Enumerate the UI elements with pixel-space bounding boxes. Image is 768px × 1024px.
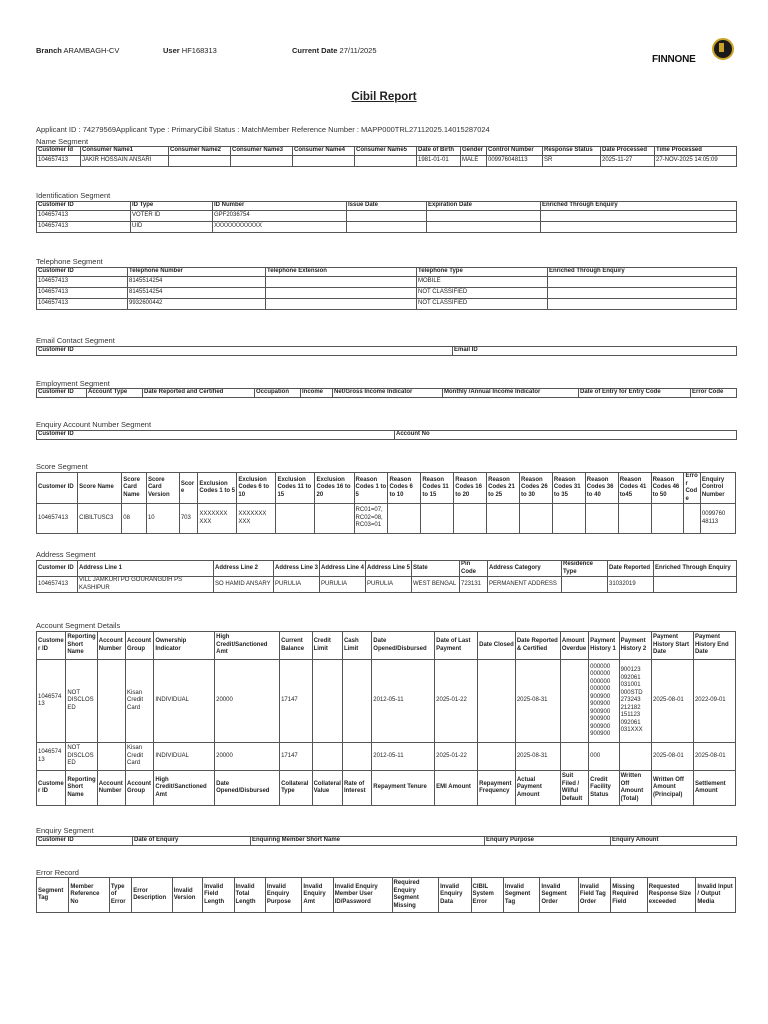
column-header: Exclusion Codes 1 to 5 [198,473,237,504]
table-cell: 17147 [280,660,312,743]
column-header: Settlement Amount [693,771,735,806]
table-cell: 2025-08-31 [515,660,560,743]
table-cell: 2025-11-27 [601,155,655,166]
column-header: Time Processed [655,147,737,156]
table-row [37,504,736,534]
table-header-row [37,473,736,504]
table-cell: 2025-01-22 [435,743,478,771]
column-header: Segment Tag [37,878,69,913]
table-header-row [37,268,737,277]
column-header: Invalid Version [172,878,202,913]
column-header: Reason Codes 21 to 25 [487,473,520,504]
table-cell [552,504,585,534]
table-cell: 104657413 [37,287,128,298]
column-header: Payment History Start Date [652,632,694,660]
table-cell: 2012-05-11 [372,660,435,743]
column-header: Date of Birth [417,147,461,156]
column-header: Error Code [691,389,737,398]
table-cell: 2025-08-01 [693,743,735,771]
telephone-segment-table [36,267,737,310]
column-header: Score [179,473,198,504]
table-cell [266,287,417,298]
table-cell: GPF2036754 [213,210,347,221]
table-cell: 0099760 48113 [700,504,735,534]
table-cell [548,276,737,287]
table-cell: 104657413 [37,577,78,593]
column-header: High Credit/Sanctioned Amt [215,632,280,660]
column-header: Current Balance [280,632,312,660]
table-header-row [37,389,737,398]
table-cell: 20000 [215,743,280,771]
column-header: ID Number [213,202,347,211]
section-title-address: Address Segment [36,550,96,559]
table-cell: 9932600442 [128,298,266,309]
table-row [37,660,736,743]
section-title-name: Name Segment [36,137,89,146]
table-cell [276,504,315,534]
table-cell: 104657413 [37,276,128,287]
table-cell [541,210,737,221]
column-header: Customer ID [37,268,128,277]
table-cell: NOT DISCLOSED [66,660,97,743]
section-title-error-record: Error Record [36,868,79,877]
column-header: Reason Codes 1 to 5 [354,473,388,504]
table-cell [293,155,355,166]
section-title-identification: Identification Segment [36,191,111,200]
column-header: Reason Codes 16 to 20 [454,473,487,504]
column-header: Error Description [132,878,173,913]
table-cell: 2025-08-01 [652,743,694,771]
column-header: Customer Id [37,147,81,156]
table-header-row [37,771,736,806]
column-header: Ownership Indicator [154,632,215,660]
table-cell [541,221,737,232]
column-header: Reason Codes 36 to 40 [585,473,618,504]
column-header: Date of Enquiry [133,837,251,846]
table-cell: 104657413 [37,743,66,771]
table-cell: WEST BENGAL [412,577,460,593]
table-cell: 000000 000000 000000 000000 900900 900900 900900 900900 900900 900900 [589,660,619,743]
table-header-row [37,837,737,846]
column-header: Residence Type [562,561,608,577]
column-header: Customer ID [37,347,453,356]
table-cell: NOT CLASSIFIED [417,298,548,309]
table-row [37,298,737,309]
column-header: Payment History End Date [693,632,735,660]
name-segment-table [36,146,737,167]
table-cell: XXXXXXX XXX [198,504,237,534]
table-row [37,743,736,771]
column-header: Customer ID [37,632,66,660]
column-header: Pin Code [460,561,488,577]
table-cell: 31032019 [608,577,654,593]
table-cell [684,504,700,534]
branch-value: ARAMBAGH-CV [63,46,120,55]
column-header: Actual Payment Amount [515,771,560,806]
email-segment-table [36,346,737,356]
table-cell: 2012-05-11 [372,743,435,771]
column-header: Enquiry Amount [611,837,737,846]
table-cell [266,276,417,287]
column-header: Customer ID [37,771,66,806]
column-header: Income [301,389,333,398]
column-header: Telephone Number [128,268,266,277]
table-cell [97,743,125,771]
column-header: Date Closed [478,632,516,660]
column-header: Invalid Field Tag Order [578,878,610,913]
column-header: Invalid Enquiry Member User ID/Password [333,878,392,913]
table-cell: INDIVIDUAL [154,660,215,743]
column-header: Score Card Version [146,473,179,504]
table-cell [355,155,417,166]
column-header: Account Group [126,632,154,660]
table-cell [97,660,125,743]
table-cell [427,221,541,232]
table-cell: UID [131,221,213,232]
table-cell [347,221,427,232]
column-header: Suit Filed / Wilful Default [560,771,588,806]
table-cell [618,504,651,534]
table-cell [619,743,651,771]
table-cell: 104657413 [37,504,78,534]
table-cell: SO HAMID ANSARY [214,577,274,593]
section-title-account: Account Segment Details [36,621,121,630]
column-header: Expiration Date [427,202,541,211]
table-row [37,577,737,593]
account-segment-table [36,631,736,806]
table-cell: 723131 [460,577,488,593]
table-row [37,221,737,232]
logo-text: FINNONE [652,54,696,65]
column-header: Customer ID [37,431,395,440]
table-header-row [37,878,736,913]
column-header: Invalid Segment Tag [503,878,539,913]
column-header: Reporting Short Name [66,632,97,660]
table-cell: VOTER ID [131,210,213,221]
table-cell: 2025-08-31 [515,743,560,771]
enquiry-segment-table [36,836,737,846]
column-header: Address Line 3 [274,561,320,577]
section-title-email: Email Contact Segment [36,336,115,345]
column-header: Invalid Enquiry Data [439,878,471,913]
table-header-row [37,632,736,660]
column-header: Date of Entry for Entry Code [579,389,691,398]
column-header: Reason Codes 6 to 10 [388,473,421,504]
logo-seal-icon [712,38,734,60]
column-header: State [412,561,460,577]
table-cell [548,287,737,298]
column-header: Date Opened/Disbursed [215,771,280,806]
table-cell: VILL JAMKURI PO GOURANGDIH PS KASHIPUR [78,577,214,593]
table-cell [347,210,427,221]
column-header: Exclusion Codes 11 to 15 [276,473,315,504]
table-cell [651,504,684,534]
table-header-row [37,561,737,577]
column-header: Rate of Interest [342,771,371,806]
column-header: Payment History 1 [589,632,619,660]
table-header-row [37,147,737,156]
column-header: Customer ID [37,561,78,577]
column-header: Requested Response Size exceeded [647,878,696,913]
table-cell: 900123 092061 031001 000STD 273243 212182 151123 092061 031XXX [619,660,651,743]
column-header: Customer ID [37,389,87,398]
column-header: Invalid Enquiry Amt [302,878,333,913]
column-header: Date Reported and Certified [143,389,255,398]
column-header: Address Line 4 [320,561,366,577]
column-header: Reason Codes 41 to45 [618,473,651,504]
user-label: User [163,46,180,55]
table-cell: 10 [146,504,179,534]
column-header: Date Opened/Disbursed [372,632,435,660]
column-header: Invalid Total Length [234,878,265,913]
column-header: Enquiry Control Number [700,473,735,504]
column-header: Amount Overdue [560,632,588,660]
column-header: Enriched Through Enquiry [548,268,737,277]
column-header: Consumer Name2 [169,147,231,156]
column-header: Monthly /Annual Income Indicator [443,389,579,398]
identification-segment-table [36,201,737,233]
column-header: Reason Codes 46 to 50 [651,473,684,504]
score-segment-table [36,472,736,534]
table-cell [560,660,588,743]
table-cell: PURULIA [320,577,366,593]
table-cell: MOBILE [417,276,548,287]
table-cell [560,743,588,771]
branch-label: Branch [36,46,62,55]
column-header: Collateral Type [280,771,312,806]
table-cell: 27-NOV-2025 14:05:09 [655,155,737,166]
column-header: Missing Required Field [611,878,647,913]
table-cell: NOT CLASSIFIED [417,287,548,298]
table-cell [266,298,417,309]
column-header: ID Type [131,202,213,211]
section-title-telephone: Telephone Segment [36,257,103,266]
table-cell: Kisan Credit Card [126,660,154,743]
table-cell: JAKIR HOSSAIN ANSARI [81,155,169,166]
branch-info [36,46,119,55]
section-title-employment: Employment Segment [36,379,110,388]
applicant-line: Applicant ID : 74279569Applicant Type : PrimaryCibil Status : MatchMember Reference Number : MAPP000TRL27112025.14015287024 [36,125,490,134]
table-cell: PERMANENT ADDRESS [488,577,562,593]
column-header: Type of Error [109,878,131,913]
table-cell: 104657413 [37,298,128,309]
section-title-score: Score Segment [36,462,88,471]
current-date-info [292,46,377,55]
table-cell [231,155,293,166]
current-date-label: Current Date [292,46,338,55]
column-header: Repayment Frequency [478,771,516,806]
column-header: Date Reported [608,561,654,577]
column-header: Date Reported & Certified [515,632,560,660]
column-header: Repayment Tenure [372,771,435,806]
table-cell [487,504,520,534]
table-cell: PURULIA [366,577,412,593]
column-header: Issue Date [347,202,427,211]
table-cell: 08 [122,504,147,534]
column-header: Invalid Enquiry Purpose [265,878,301,913]
table-cell [312,660,342,743]
table-header-row [37,431,737,440]
table-cell: XXXXXXX XXX [237,504,276,534]
table-cell [585,504,618,534]
column-header: Date Processed [601,147,655,156]
current-date-value: 27/11/2025 [339,46,377,55]
column-header: Account Number [97,632,125,660]
column-header: Account Group [126,771,154,806]
table-header-row [37,347,737,356]
column-header: Exclusion Codes 16 to 20 [315,473,354,504]
column-header: Occupation [255,389,301,398]
column-header: Reason Codes 11 to 15 [421,473,454,504]
table-row [37,276,737,287]
error-record-table [36,877,736,913]
column-header: Enriched Through Enquiry [541,202,737,211]
table-cell: 000 [589,743,619,771]
column-header: Account No [395,431,737,440]
table-cell [427,210,541,221]
column-header: Member Reference No [69,878,110,913]
table-cell: 104657413 [37,660,66,743]
table-cell: 17147 [280,743,312,771]
column-header: Control Number [487,147,543,156]
enquiry-account-table [36,430,737,440]
column-header: Reporting Short Name [66,771,97,806]
column-header: Consumer Name5 [355,147,417,156]
table-row [37,155,737,166]
table-cell: CIBILTUSC3 [78,504,122,534]
column-header: High Credit/Sanctioned Amt [154,771,215,806]
table-cell [654,577,737,593]
column-header: Account Type [87,389,143,398]
column-header: Score Card Name [122,473,147,504]
column-header: Telephone Extension [266,268,417,277]
table-cell: 104657413 [37,221,131,232]
table-cell: 8145514254 [128,276,266,287]
table-cell: XXXXXXXXXXXX [213,221,347,232]
table-cell [562,577,608,593]
table-cell: 104657413 [37,155,81,166]
column-header: Score Name [78,473,122,504]
table-cell: 2025-01-22 [435,660,478,743]
column-header: Response Status [543,147,601,156]
column-header: Credit Limit [312,632,342,660]
table-cell: 1981-01-01 [417,155,461,166]
column-header: Gender [461,147,487,156]
column-header: Credit Facility Status [589,771,619,806]
table-cell: PURULIA [274,577,320,593]
finnone-logo [652,38,734,66]
column-header: Address Line 5 [366,561,412,577]
column-header: Written Off Amount (Principal) [652,771,694,806]
table-cell: 2022-09-01 [693,660,735,743]
table-cell: 2025-08-01 [652,660,694,743]
column-header: Customer ID [37,837,133,846]
table-cell [315,504,354,534]
column-header: Consumer Name3 [231,147,293,156]
table-cell: 20000 [215,660,280,743]
table-cell: 703 [179,504,198,534]
table-cell: INDIVIDUAL [154,743,215,771]
column-header: Enquiring Member Short Name [251,837,485,846]
page-title: Cibil Report [351,91,417,103]
user-info [163,46,217,55]
column-header: CIBIL System Error [471,878,503,913]
table-header-row [37,202,737,211]
column-header: Invalid Segment Order [540,878,578,913]
column-header: Address Line 2 [214,561,274,577]
table-cell [388,504,421,534]
column-header: Date of Last Payment [435,632,478,660]
column-header: Reason Codes 26 to 30 [520,473,553,504]
column-header: Reason Codes 31 to 35 [552,473,585,504]
column-header: Required Enquiry Segment Missing [392,878,439,913]
table-cell [421,504,454,534]
table-cell: SR [543,155,601,166]
column-header: Invalid Input / Output Media [696,878,736,913]
column-header: Customer ID [37,202,131,211]
column-header: Address Category [488,561,562,577]
table-cell: Kisan Credit Card [126,743,154,771]
address-segment-table [36,560,737,593]
column-header: Consumer Name1 [81,147,169,156]
column-header: Telephone Type [417,268,548,277]
table-cell: 8145514254 [128,287,266,298]
table-cell [478,660,516,743]
table-cell: MALE [461,155,487,166]
table-row [37,287,737,298]
column-header: Enquiry Purpose [485,837,611,846]
column-header: Account Number [97,771,125,806]
column-header: Address Line 1 [78,561,214,577]
table-row [37,210,737,221]
column-header: Payment History 2 [619,632,651,660]
column-header: Net/Gross Income Indicator [333,389,443,398]
column-header: Email ID [453,347,737,356]
column-header: Error Code [684,473,700,504]
employment-segment-table [36,388,737,398]
column-header: Exclusion Codes 6 to 10 [237,473,276,504]
table-cell [312,743,342,771]
table-cell [548,298,737,309]
column-header: Customer ID [37,473,78,504]
section-title-enquiry-account: Enquiry Account Number Segment [36,420,152,429]
table-cell: RC01=07, RC02=08, RC03=01 [354,504,388,534]
column-header: Invalid Field Length [203,878,234,913]
column-header: Enriched Through Enquiry [654,561,737,577]
table-cell [169,155,231,166]
table-cell [478,743,516,771]
table-cell: 009976048113 [487,155,543,166]
column-header: Written Off Amount (Total) [619,771,651,806]
table-cell [342,743,371,771]
table-cell [520,504,553,534]
table-cell [342,660,371,743]
user-value: HF168313 [181,46,217,55]
table-cell: NOT DISCLOSED [66,743,97,771]
column-header: Collateral Value [312,771,342,806]
column-header: Cash Limit [342,632,371,660]
table-cell [454,504,487,534]
table-cell: 104657413 [37,210,131,221]
column-header: Consumer Name4 [293,147,355,156]
section-title-enquiry: Enquiry Segment [36,826,94,835]
column-header: EMI Amount [435,771,478,806]
